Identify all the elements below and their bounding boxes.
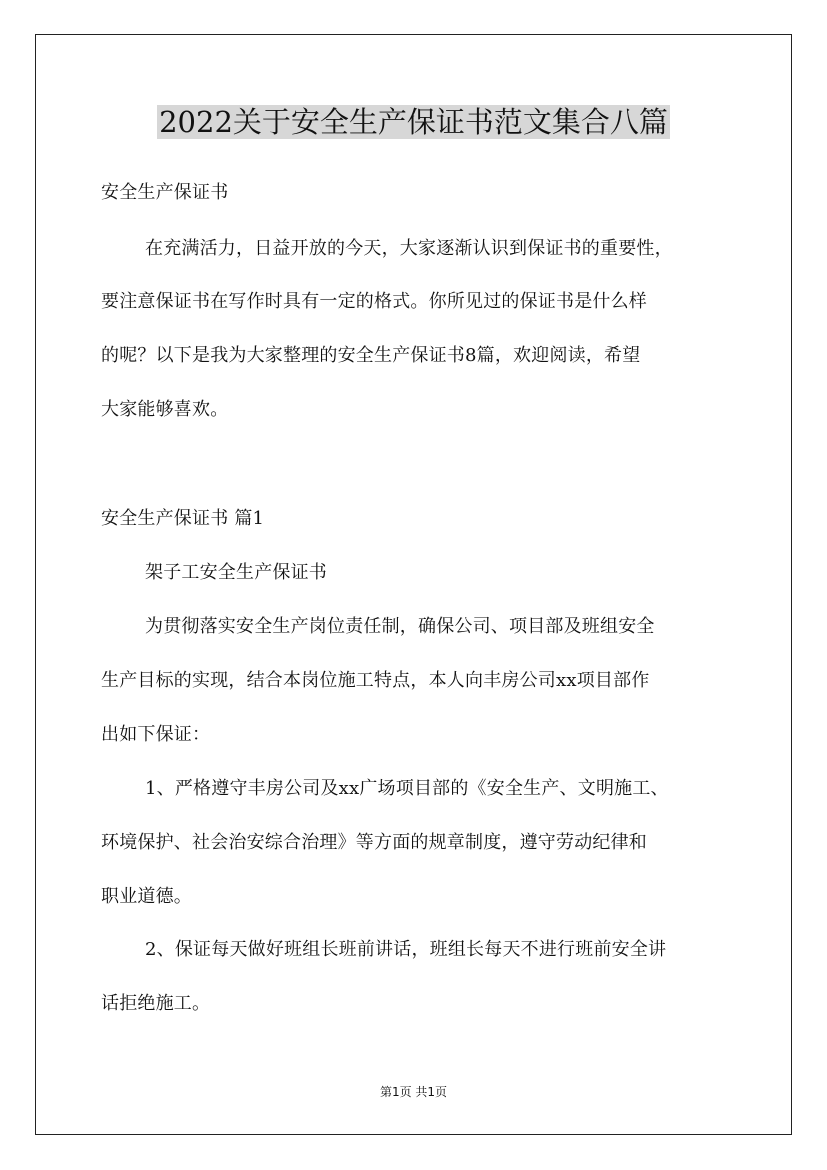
item-1-line-2: 环境保护、社会治安综合治理》等方面的规章制度，遵守劳动纪律和: [101, 832, 647, 853]
intro-line-4: 大家能够喜欢。: [101, 399, 229, 420]
article-heading: 安全生产保证书 篇1: [101, 508, 265, 529]
body-line-1: 为贯彻落实安全生产岗位责任制，确保公司、项目部及班组安全: [145, 616, 655, 637]
intro-line-3: 的呢？以下是我为大家整理的安全生产保证书8篇，欢迎阅读，希望: [101, 345, 641, 366]
section-heading: 安全生产保证书: [101, 182, 229, 203]
intro-line-1: 在充满活力，日益开放的今天，大家逐渐认识到保证书的重要性，: [145, 238, 673, 259]
item-1-line-1: 1、严格遵守丰房公司及xx广场项目部的《安全生产、文明施工、: [145, 778, 669, 799]
item-2-line-1: 2、保证每天做好班组长班前讲话，班组长每天不进行班前安全讲: [145, 939, 667, 960]
body-line-2: 生产目标的实现，结合本岗位施工特点，本人向丰房公司xx项目部作: [101, 670, 650, 691]
body-line-3: 出如下保证：: [101, 724, 211, 745]
article-subtitle: 架子工安全生产保证书: [145, 562, 327, 583]
intro-line-2: 要注意保证书在写作时具有一定的格式。你所见过的保证书是什么样: [101, 291, 647, 312]
document-title-text: 2022关于安全生产保证书范文集合八篇: [159, 105, 668, 139]
item-1-line-3: 职业道德。: [101, 886, 192, 907]
page-footer: 第1页 共1页: [379, 1085, 448, 1099]
document-title: [0, 102, 827, 142]
item-2-line-2: 话拒绝施工。: [101, 993, 211, 1014]
